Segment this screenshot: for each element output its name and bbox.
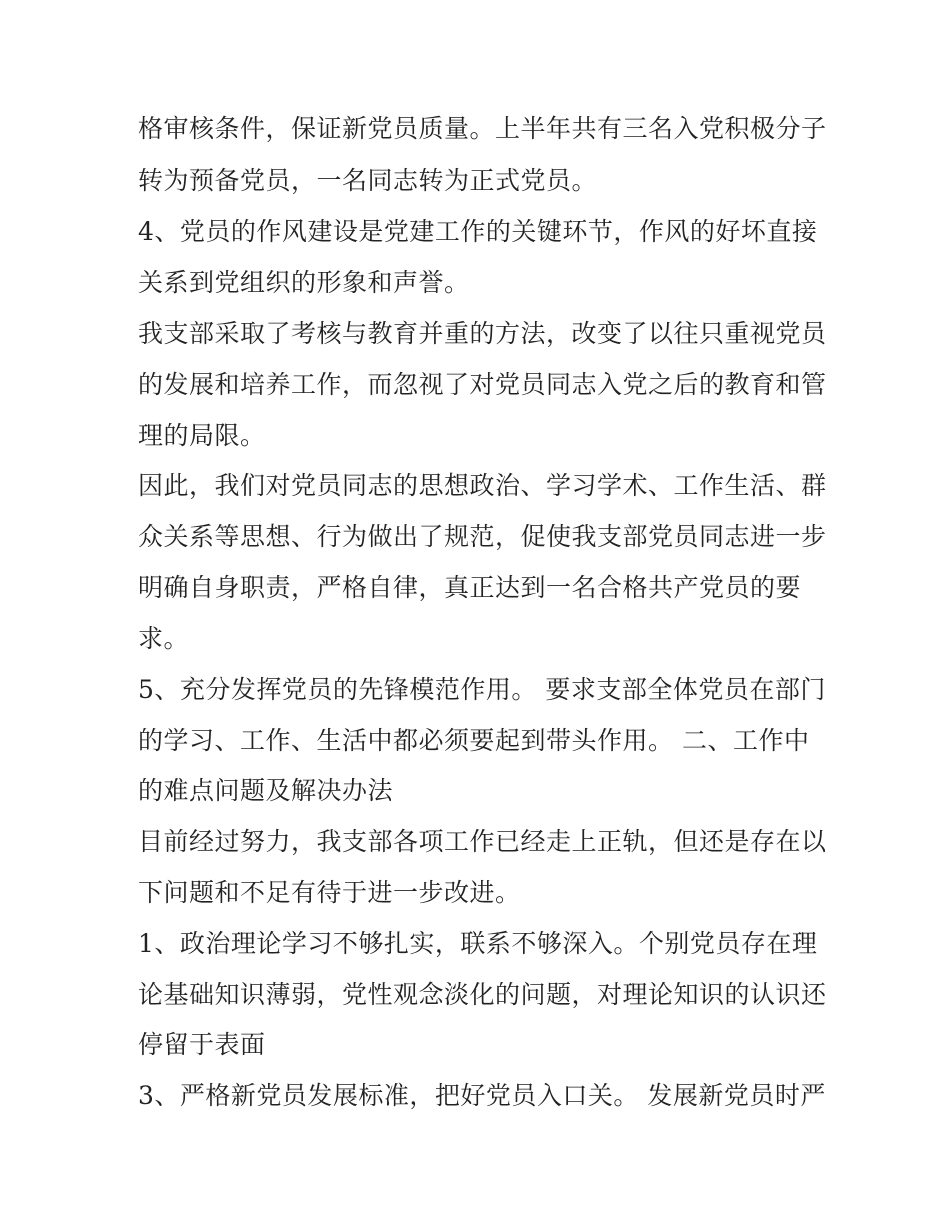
text-line: 的学习、工作、生活中都必须要起到带头作用。 二、工作中 (138, 726, 810, 755)
text-line: 4、党员的作风建设是党建工作的关键环节，作风的好坏直接 (138, 217, 818, 246)
text-line: 因此，我们对党员同志的思想政治、学习学术、工作生活、群 (138, 471, 827, 500)
text-line: 理的局限。 (138, 421, 266, 450)
text-line: 关系到党组织的形象和声誉。 (138, 268, 470, 297)
text-line: 求。 (138, 624, 190, 653)
text-line: 的难点问题及解决办法 (138, 776, 394, 805)
text-line: 目前经过努力，我支部各项工作已经走上正轨，但还是存在以 (138, 827, 827, 856)
text-line: 1、政治理论学习不够扎实，联系不够深入。个别党员存在理 (138, 929, 818, 958)
text-line: 转为预备党员，一名同志转为正式党员。 (138, 166, 598, 195)
text-line: 格审核条件，保证新党员质量。上半年共有三名入党积极分子 (138, 114, 827, 143)
text-line: 3、严格新党员发展标准，把好党员入口关。 发展新党员时严 (138, 1081, 826, 1110)
text-line: 我支部采取了考核与教育并重的方法，改变了以往只重视党员 (138, 319, 827, 348)
text-line: 众关系等思想、行为做出了规范，促使我支部党员同志进一步 (138, 522, 827, 551)
text-line: 下问题和不足有待于进一步改进。 (138, 878, 521, 907)
text-line: 明确自身职责，严格自律，真正达到一名合格共产党员的要 (138, 573, 802, 602)
text-line: 5、充分发挥党员的先锋模范作用。 要求支部全体党员在部门 (138, 675, 826, 704)
text-line: 论基础知识薄弱，党性观念淡化的问题，对理论知识的认识还 (138, 980, 827, 1009)
text-line: 的发展和培养工作，而忽视了对党员同志入党之后的教育和管 (138, 370, 827, 399)
text-line: 停留于表面 (138, 1030, 266, 1059)
